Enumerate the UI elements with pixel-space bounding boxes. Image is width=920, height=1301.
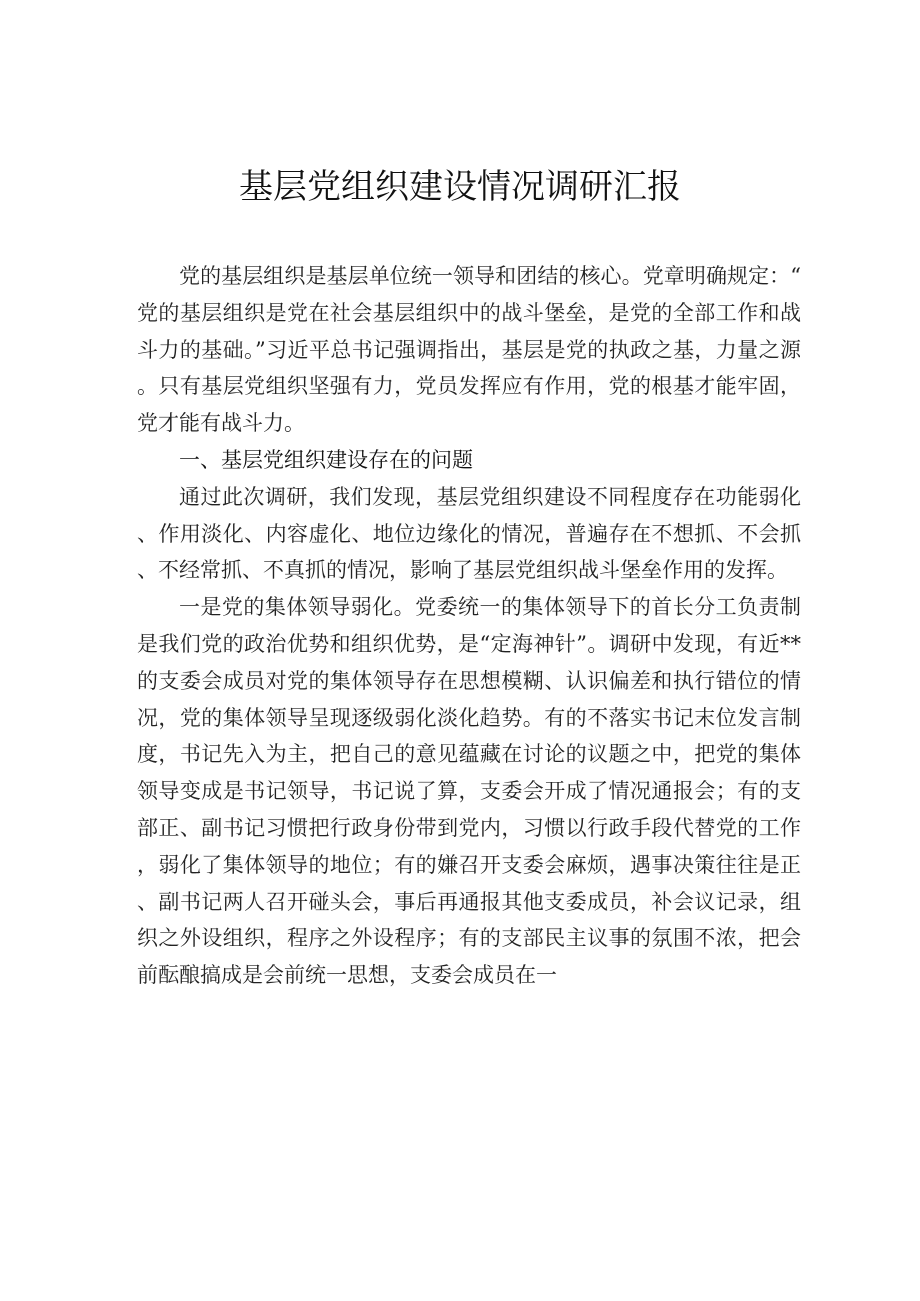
collective-leadership-paragraph: 一是党的集体领导弱化。党委统一的集体领导下的首长分工负责制是我们党的政治优势和组织优势，是“定海神针”。调研中发现，有近**的支委会成员对党的集体领导存在思想模糊、认识偏差和执行错位的情况，党的集体领导呈现逐级弱化淡化趋势。有的不落实书记末位发言制度，书记先入为主，把自己的意见蕴藏在讨论的议题之中，把党的集体领导变成是书记领导，书记说了算，支委会开成了情况通报会；有的支部正、副书记习惯把行政身份带到党内，习惯以行政手段代替党的工作，弱化了集体领导的地位；有的嫌召开支委会麻烦，遇事决策往往是正、副书记两人召开碰头会，事后再通报其他支委成员，补会议记录，组织之外设组织，程序之外设程序；有的支部民主议事的氛围不浓，把会前酝酿搞成是会前统一思想，支委会成员在一 <box>137 595 801 988</box>
document-body <box>137 258 801 994</box>
section-heading: 一、基层党组织建设存在的问题 <box>179 447 473 472</box>
findings-paragraph: 通过此次调研，我们发现，基层党组织建设不同程度存在功能弱化、作用淡化、内容虚化、地位边缘化的情况，普遍存在不想抓、不会抓、不经常抓、不真抓的情况，影响了基层党组织战斗堡垒作用的发挥。 <box>137 484 801 583</box>
document-title: 基层党组织建设情况调研汇报 <box>239 167 681 207</box>
intro-paragraph: 党的基层组织是基层单位统一领导和团结的核心。党章明确规定：“党的基层组织是党在社会基层组织中的战斗堡垒，是党的全部工作和战斗力的基础。”习近平总书记强调指出，基层是党的执政之基，力量之源。只有基层党组织坚强有力，党员发挥应有作用，党的根基才能牢固，党才能有战斗力。 <box>137 264 801 436</box>
